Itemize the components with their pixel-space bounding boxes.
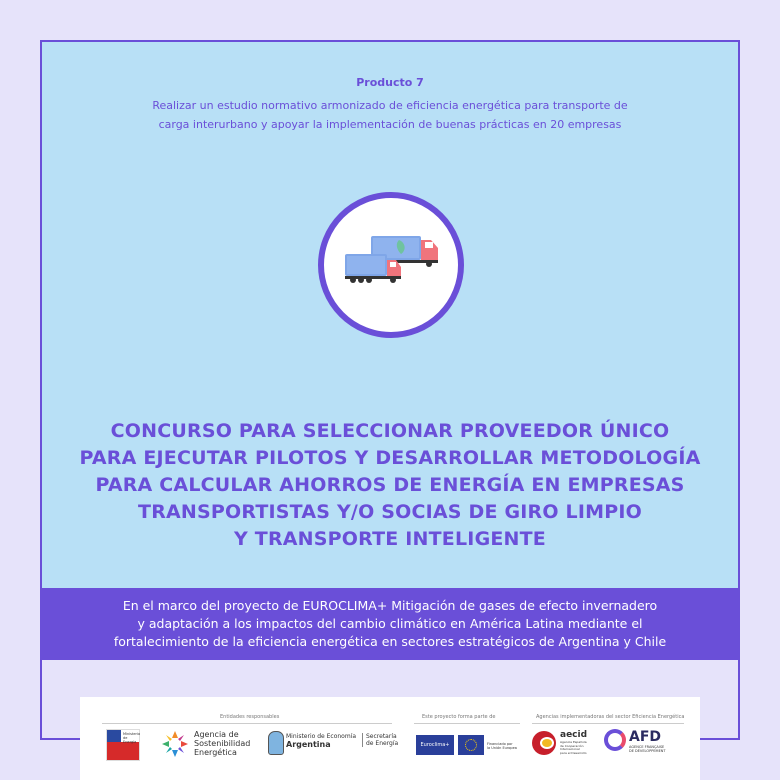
aecid-sub-line: Internacional (560, 747, 580, 751)
headline-line: PARA EJECUTAR PILOTOS Y DESARROLLAR METODOLOGÍA (79, 447, 701, 469)
responsible-entities-title: Entidades responsables (220, 714, 280, 720)
project-context-band (42, 588, 738, 660)
divider (102, 723, 392, 724)
euroclima-logo (416, 735, 454, 755)
afd-logo-icon (604, 729, 626, 751)
chile-ministry-text: Ministerio de Energía (123, 732, 141, 744)
product-label: Producto 7 (356, 76, 424, 89)
secretaria-energia (362, 733, 398, 747)
agency-logo (160, 729, 190, 759)
eu-flag-icon (458, 735, 484, 755)
aecid-sub-line: de Cooperación (560, 743, 584, 748)
eu-funded-line: Financiado por (487, 742, 513, 746)
argentina-shield-icon (268, 731, 284, 755)
description-line: Realizar un estudio normativo armonizado de eficiencia energética para transporte de (152, 99, 628, 112)
band-line: fortalecimiento de la eficiencia energética en sectores estratégicos de Argentina y Chile (113, 634, 667, 649)
divider (414, 723, 520, 724)
argentina-line: Argentina (286, 740, 331, 749)
eu-funded-text (487, 742, 517, 750)
band-line: En el marco del proyecto de EUROCLIMA+ Mitigación de gases de efecto invernadero (122, 598, 658, 613)
headline-line: PARA CALCULAR AHORROS DE ENERGÍA EN EMPRESAS (95, 474, 685, 496)
argentina-line: Ministerio de Economía (286, 733, 357, 740)
afd-subtitle (629, 745, 666, 753)
aecid-subtitle (560, 741, 587, 755)
agency-name-line: Sostenibilidad (194, 739, 251, 748)
band-line: y adaptación a los impactos del cambio climático en América Latina mediante el (137, 616, 643, 631)
trucks-icon (341, 234, 441, 294)
agency-name (194, 730, 250, 757)
afd-sub-line: DE DÉVELOPPEMENT (629, 749, 666, 753)
euroclima-text: Euroclima+ (420, 742, 450, 748)
headline-line: Y TRANSPORTE INTELIGENTE (234, 528, 546, 550)
divider (532, 723, 684, 724)
logos-footer (80, 697, 700, 780)
eu-funded-line: la Unión Europea (487, 746, 517, 750)
aecid-sub-line: Agencia Española (560, 740, 587, 744)
headline-line: CONCURSO PARA SELECCIONAR PROVEEDOR ÚNICO (110, 420, 670, 442)
headline (42, 418, 738, 553)
sun-icon (160, 729, 190, 759)
headline-line: TRANSPORTISTAS Y/O SOCIAS DE GIRO LIMPIO (138, 501, 642, 523)
illustration-circle (318, 192, 464, 338)
secretaria-line: Secretaría (366, 733, 397, 740)
secretaria-line: de Energía (366, 740, 399, 747)
implementing-agencies-title: Agencias implementadoras del sector Eficiencia Energética (536, 714, 685, 720)
aecid-name: aecid (560, 730, 588, 740)
project-part-title: Este proyecto forma parte de (422, 714, 496, 720)
chile-ministry-logo (106, 729, 140, 761)
aecid-logo-icon (532, 731, 556, 755)
agency-name-line: Energética (194, 748, 237, 757)
product-description (100, 96, 680, 134)
aecid-sub-line: para el Desarrollo (560, 750, 587, 755)
afd-name: AFD (629, 729, 662, 745)
afd-sub-line: AGENCE FRANÇAISE (629, 745, 665, 749)
agency-name-line: Agencia de (194, 730, 239, 739)
argentina-ministry (286, 733, 356, 749)
description-line: carga interurbano y apoyar la implementación de buenas prácticas en 20 empresas (158, 118, 622, 131)
